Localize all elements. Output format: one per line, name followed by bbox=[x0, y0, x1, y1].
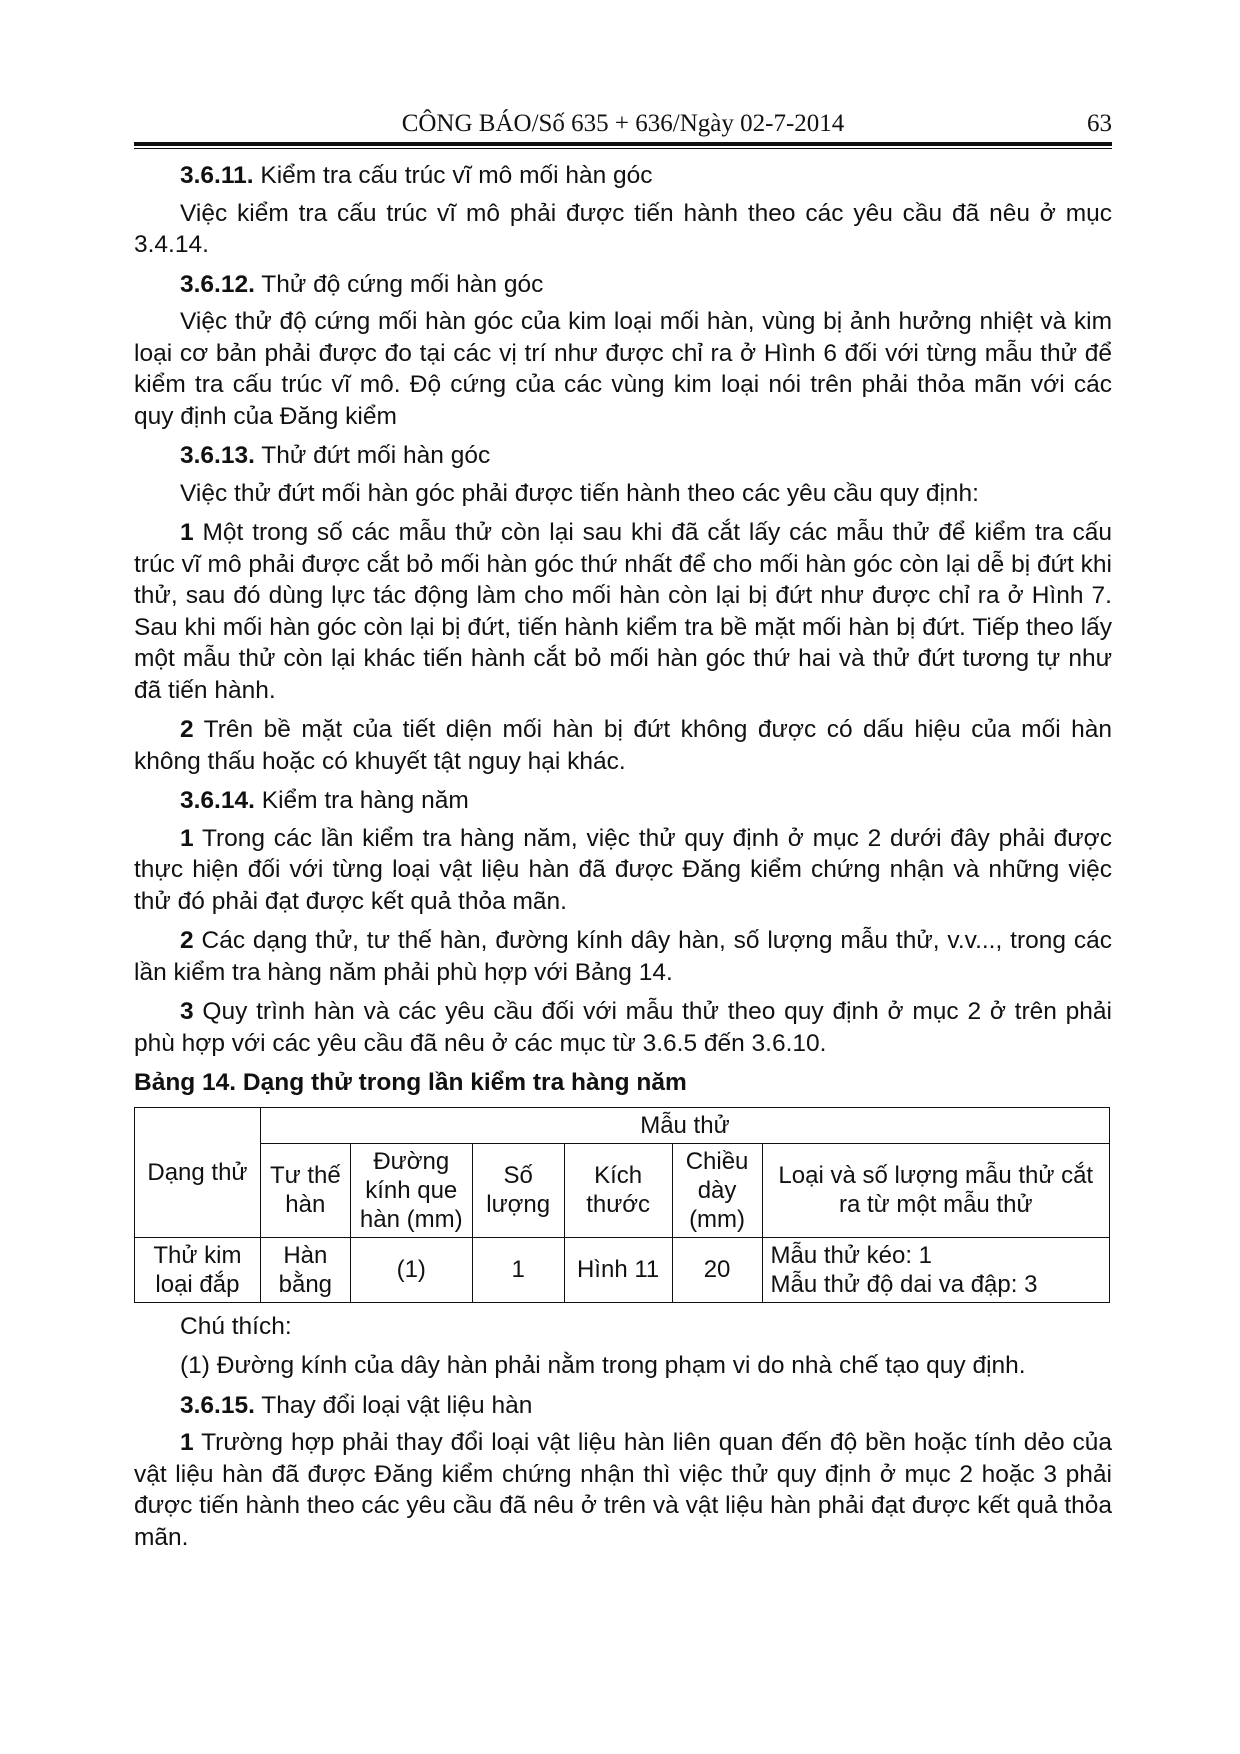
header-thickness: Chiều dày (mm) bbox=[672, 1143, 762, 1237]
section-3-6-15-item-1 bbox=[134, 1427, 1112, 1553]
item-text: Trong các lần kiểm tra hàng năm, việc thử quy định ở mục 2 dưới đây phải được thực hiện đối với từng loại vật liệu hàn đã được Đăng kiểm chứng nhận và những việc thử đó phải đạt được kết quả thỏa mãn. bbox=[134, 824, 1112, 915]
section-3-6-11-heading bbox=[134, 160, 1112, 192]
item-number: 1 bbox=[180, 519, 194, 546]
header-test-type: Dạng thử bbox=[135, 1107, 261, 1237]
header-quantity: Số lượng bbox=[472, 1143, 564, 1237]
note-1: (1) Đường kính của dây hàn phải nằm trong phạm vi do nhà chế tạo quy định. bbox=[180, 1352, 1026, 1379]
section-3-6-14-item-2 bbox=[134, 925, 1112, 988]
section-title: Kiểm tra hàng năm bbox=[254, 787, 469, 814]
cell-thickness: 20 bbox=[672, 1237, 762, 1302]
header-electrode-diameter: Đường kính que hàn (mm) bbox=[350, 1143, 472, 1237]
table-14-caption: Bảng 14. Dạng thử trong lần kiểm tra hàng năm bbox=[134, 1069, 687, 1096]
section-3-6-14-item-3 bbox=[134, 996, 1112, 1059]
header-welding-position: Tư thế hàn bbox=[260, 1143, 350, 1237]
item-text: Một trong số các mẫu thử còn lại sau khi đã cắt lấy các mẫu thử để kiểm tra cấu trúc vĩ mô phải được cắt bỏ mối hàn góc thứ nhất để cho mối hàn góc còn lại dễ bị đứt khi thử, sau đó dùng lực tác động làm cho mối hàn còn lại bị đứt như được chỉ ra ở Hình 7. Sau khi mối hàn góc còn lại bị đứt, tiến hành kiểm tra bề mặt mối hàn bị đứt. Tiếp theo lấy một mẫu thử còn lại khác tiến hành cắt bỏ mối hàn góc thứ hai và thử đứt tương tự như đã tiến hành. bbox=[134, 519, 1112, 704]
table-header-row bbox=[135, 1107, 1110, 1143]
notes-title: Chú thích: bbox=[180, 1312, 292, 1340]
cell-specimen-kind-count bbox=[762, 1237, 1109, 1302]
cell-quantity: 1 bbox=[472, 1237, 564, 1302]
header-dimensions: Kích thước bbox=[564, 1143, 672, 1237]
section-number: 3.6.15. bbox=[180, 1391, 255, 1419]
cell-dimensions: Hình 11 bbox=[564, 1237, 672, 1302]
section-3-6-12-paragraph: Việc thử độ cứng mối hàn góc của kim loại mối hàn, vùng bị ảnh hưởng nhiệt và kim loại cơ bản phải được đo tại các vị trí như được chỉ ra ở Hình 6 đối với từng mẫu thử để kiểm tra cấu trúc vĩ mô. Độ cứng của các vùng kim loại nói trên phải thỏa mãn với các quy định của Đăng kiểm bbox=[134, 308, 1112, 430]
item-number: 3 bbox=[180, 998, 194, 1025]
cell-test-type: Thử kim loại đắp bbox=[135, 1237, 261, 1302]
section-number: 3.6.12. bbox=[180, 270, 255, 298]
item-number: 1 bbox=[180, 1429, 194, 1456]
item-text: Quy trình hàn và các yêu cầu đối với mẫu thử theo quy định ở mục 2 ở trên phải phù hợp với các yêu cầu đã nêu ở các mục từ 3.6.5 đến 3.6.10. bbox=[134, 998, 1112, 1057]
section-3-6-12-heading bbox=[134, 269, 1112, 301]
tensile-specimen-count: Mẫu thử kéo: 1 bbox=[770, 1241, 933, 1269]
header-specimen-group: Mẫu thử bbox=[260, 1107, 1109, 1143]
item-number: 2 bbox=[180, 716, 194, 743]
section-title: Thay đổi loại vật liệu hàn bbox=[254, 1391, 533, 1419]
page-content bbox=[134, 160, 1112, 1561]
page-number: 63 bbox=[1087, 110, 1112, 137]
item-text: Các dạng thử, tư thế hàn, đường kính dây hàn, số lượng mẫu thử, v.v..., trong các lần kiểm tra hàng năm phải phù hợp với Bảng 14. bbox=[134, 927, 1112, 986]
item-text: Trường hợp phải thay đổi loại vật liệu hàn liên quan đến độ bền hoặc tính dẻo của vật liệu hàn đã được Đăng kiểm chứng nhận thì việc thử quy định ở mục 2 hoặc 3 phải được tiến hành theo các yêu cầu đã nêu ở trên và vật liệu hàn phải đạt được kết quả thỏa mãn. bbox=[134, 1429, 1112, 1551]
section-3-6-14-item-1 bbox=[134, 823, 1112, 918]
cell-welding-position: Hàn bằng bbox=[260, 1237, 350, 1302]
section-3-6-13-item-2 bbox=[134, 714, 1112, 777]
section-title: Thử độ cứng mối hàn góc bbox=[254, 270, 544, 298]
page-header bbox=[134, 106, 1112, 146]
section-3-6-13-heading bbox=[134, 440, 1112, 472]
table-subheader-row bbox=[135, 1143, 1110, 1237]
header-rule-thin bbox=[134, 148, 1112, 149]
section-title: Kiểm tra cấu trúc vĩ mô mối hàn góc bbox=[253, 162, 653, 189]
section-number: 3.6.13. bbox=[180, 442, 255, 469]
section-number: 3.6.11. bbox=[180, 162, 254, 189]
cell-electrode-diameter: (1) bbox=[350, 1237, 472, 1302]
header-rule-thick bbox=[134, 142, 1112, 146]
section-3-6-15-heading bbox=[134, 1390, 1112, 1422]
section-3-6-11-paragraph: Việc kiểm tra cấu trúc vĩ mô phải được tiến hành theo các yêu cầu đã nêu ở mục 3.4.14. bbox=[134, 199, 1112, 258]
gazette-title: CÔNG BÁO/Số 635 + 636/Ngày 02-7-2014 bbox=[401, 110, 845, 137]
header-specimen-kind-count: Loại và số lượng mẫu thử cắt ra từ một mẫu thử bbox=[762, 1143, 1109, 1237]
item-number: 2 bbox=[180, 927, 194, 954]
impact-specimen-count: Mẫu thử độ dai va đập: 3 bbox=[770, 1270, 1038, 1298]
table-row bbox=[135, 1237, 1110, 1302]
section-3-6-13-item-1 bbox=[134, 517, 1112, 706]
section-3-6-13-paragraph: Việc thử đứt mối hàn góc phải được tiến hành theo các yêu cầu quy định: bbox=[180, 479, 979, 507]
table-14 bbox=[134, 1107, 1110, 1303]
section-title: Thử đứt mối hàn góc bbox=[254, 442, 491, 469]
section-number: 3.6.14. bbox=[180, 787, 255, 814]
item-number: 1 bbox=[180, 824, 194, 852]
item-text: Trên bề mặt của tiết diện mối hàn bị đứt không được có dấu hiệu của mối hàn không thấu hoặc có khuyết tật nguy hại khác. bbox=[134, 716, 1112, 775]
section-3-6-14-heading bbox=[134, 785, 1112, 817]
